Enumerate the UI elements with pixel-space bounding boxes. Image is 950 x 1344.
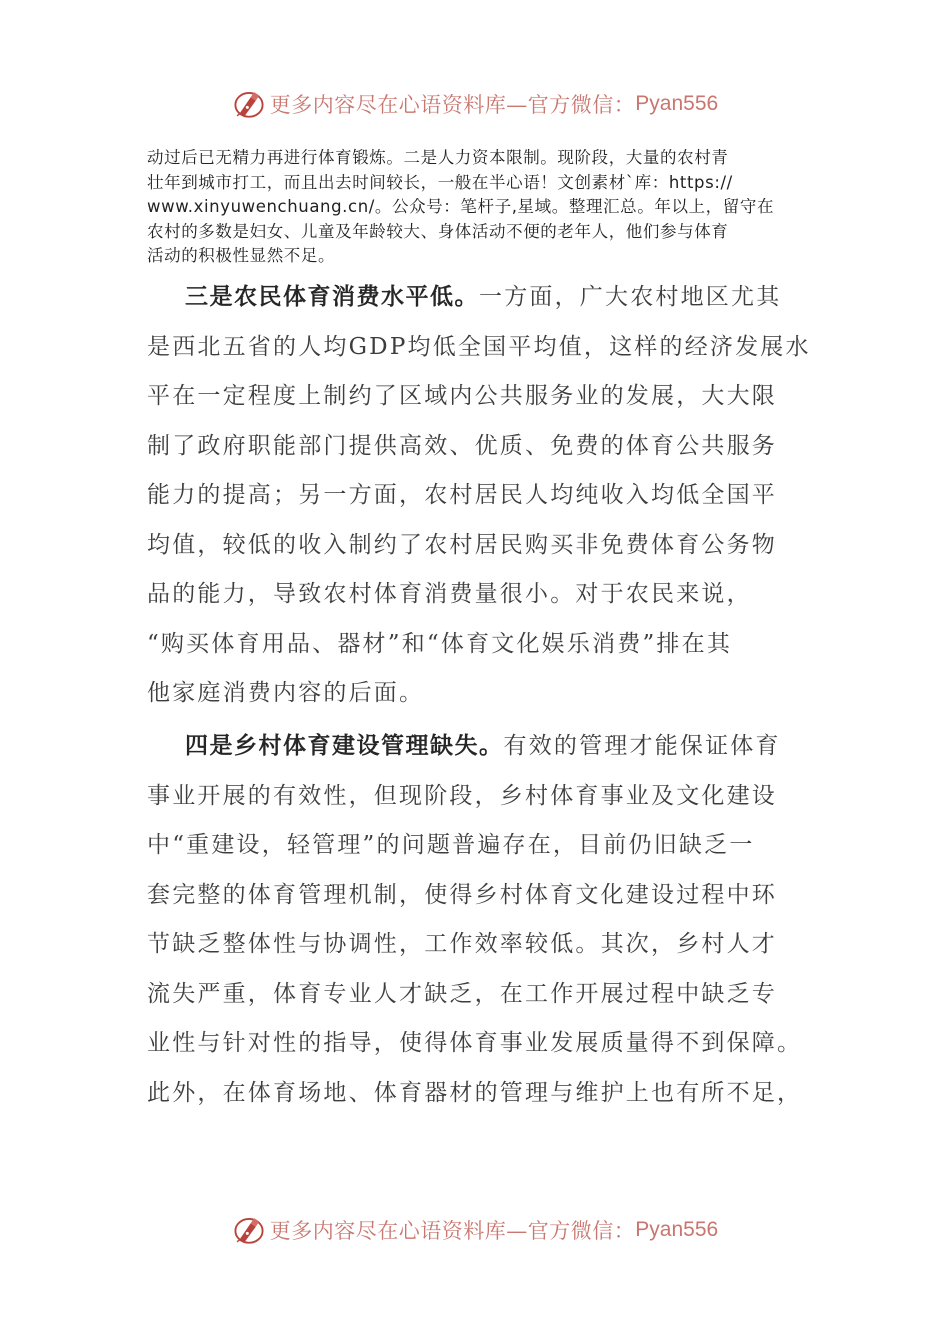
footer-watermark bbox=[0, 1210, 950, 1250]
text-run: 有效的管理才能保证体育 bbox=[503, 733, 781, 759]
text-line: 活动的积极性显然不足。 bbox=[147, 246, 336, 265]
paragraph-management bbox=[147, 722, 827, 1118]
text-line: 此外，在体育场地、体育器材的管理与维护上也有所不足， bbox=[147, 1079, 803, 1106]
paragraph-heading: 三是农民体育消费水平低。 bbox=[185, 284, 479, 310]
text-line: 节缺乏整体性与协调性，工作效率较低。其次，乡村人才 bbox=[147, 931, 777, 957]
pen-nib-logo-icon bbox=[232, 1213, 266, 1247]
pen-nib-logo-icon bbox=[232, 87, 266, 121]
text-line: 平在一定程度上制约了区域内公共服务业的发展，大大限 bbox=[147, 383, 777, 409]
text-line: 业性与针对性的指导，使得体育事业发展质量得不到保障。 bbox=[147, 1030, 803, 1056]
text-line: 制了政府职能部门提供高效、优质、免费的体育公共服务 bbox=[147, 432, 777, 459]
text-line: 他家庭消费内容的后面。 bbox=[147, 680, 425, 706]
continuation-paragraph bbox=[147, 146, 807, 269]
text-line: 品的能力，导致农村体育消费量很小。对于农民来说， bbox=[147, 581, 752, 607]
text-line: 是西北五省的人均GDP均低全国平均值，这样的经济发展水 bbox=[147, 333, 811, 360]
text-line: “购买体育用品、器材”和“体育文化娱乐消费”排在其 bbox=[147, 630, 733, 657]
watermark-wechat-id: Pyan556 bbox=[635, 92, 719, 115]
text-run: 一方面，广大农村地区尤其 bbox=[479, 284, 782, 310]
text-line: 中“重建设，轻管理”的问题普遍存在，目前仍旧缺乏一 bbox=[147, 832, 755, 858]
header-watermark bbox=[0, 84, 950, 124]
text-line: 能力的提高；另一方面，农村居民人均纯收入均低全国平 bbox=[147, 482, 777, 508]
text-line: 事业开展的有效性，但现阶段，乡村体育事业及文化建设 bbox=[147, 782, 777, 809]
text-line: 农村的多数是妇女、儿童及年龄较大、身体活动不便的老年人，他们参与体育 bbox=[147, 221, 729, 241]
watermark-wechat-id: Pyan556 bbox=[635, 1218, 719, 1241]
paragraph-consumption bbox=[147, 273, 827, 719]
text-line: 均值，较低的收入制约了农村居民购买非免费体育公务物 bbox=[147, 531, 777, 558]
text-line: 套完整的体育管理机制，使得乡村体育文化建设过程中环 bbox=[147, 881, 777, 908]
paragraph-first-line bbox=[147, 722, 827, 772]
text-line: 壮年到城市打工，而且出去时间较长，一般在半心语！文创素材`库：https:// bbox=[147, 172, 733, 192]
paragraph-heading: 四是乡村体育建设管理缺失。 bbox=[185, 733, 504, 759]
text-line: 流失严重，体育专业人才缺乏，在工作开展过程中缺乏专 bbox=[147, 980, 777, 1007]
watermark-text: 更多内容尽在心语资料库—官方微信： bbox=[269, 1219, 636, 1243]
paragraph-first-line bbox=[147, 273, 827, 323]
text-line: www.xinyuwenchuang.cn/。公众号：笔杆子,星域。整理汇总。年以上，留守在 bbox=[147, 197, 775, 216]
watermark-text: 更多内容尽在心语资料库—官方微信： bbox=[269, 93, 636, 117]
text-line: 动过后已无精力再进行体育锻炼。二是人力资本限制。现阶段，大量的农村青 bbox=[147, 148, 729, 167]
